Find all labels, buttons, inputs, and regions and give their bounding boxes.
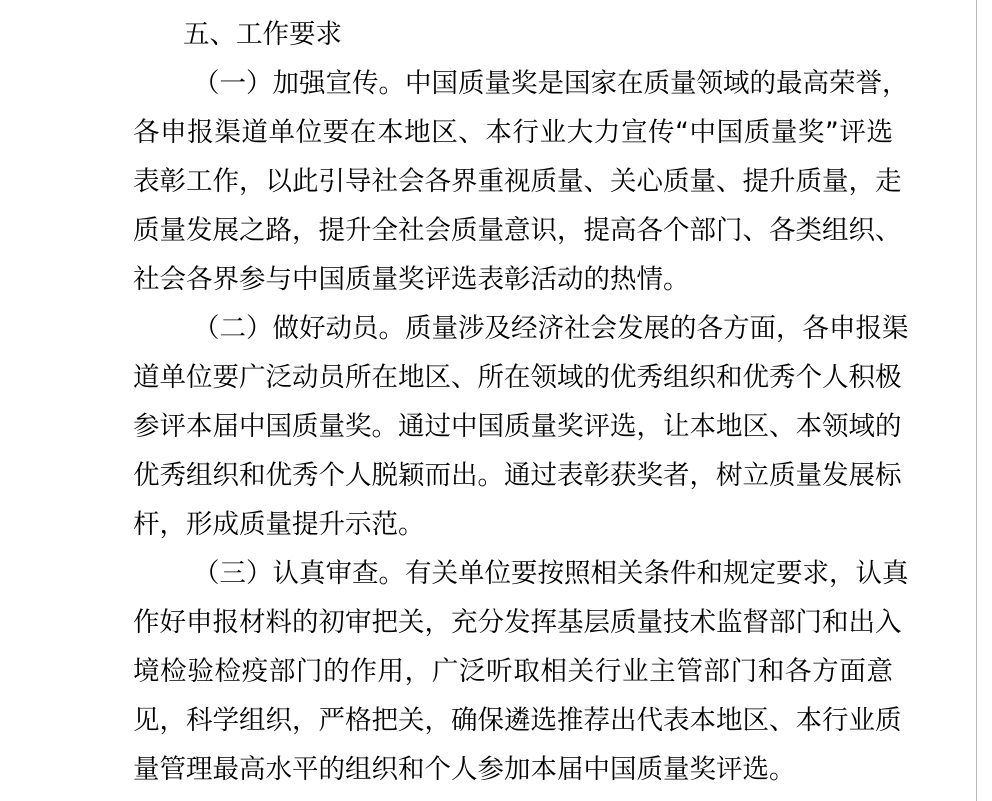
- paragraph-3-line-3: 境检验检疫部门的作用，广泛听取相关行业主管部门和各方面意: [133, 656, 893, 687]
- page-edge-divider: [976, 0, 977, 801]
- paragraph-3-line-5: 量管理最高水平的组织和个人参加本届中国质量奖评选。: [133, 754, 796, 785]
- paragraph-3-line-2: 作好申报材料的初审把关，充分发挥基层质量技术监督部门和出入: [133, 607, 902, 638]
- paragraph-2-line-3: 参评本届中国质量奖。通过中国质量奖评选，让本地区、本领域的: [133, 411, 902, 442]
- paragraph-1-line-3: 表彰工作，以此引导社会各界重视质量、关心质量、提升质量，走: [133, 166, 902, 197]
- paragraph-1-line-5: 社会各界参与中国质量奖评选表彰活动的热情。: [133, 264, 690, 295]
- paragraph-3-line-1: （三）认真审查。有关单位要按照相关条件和规定要求，认真: [193, 558, 909, 589]
- paragraph-2-line-1: （二）做好动员。质量涉及经济社会发展的各方面，各申报渠: [193, 313, 909, 344]
- paragraph-2-line-4: 优秀组织和优秀个人脱颖而出。通过表彰获奖者，树立质量发展标: [133, 460, 902, 491]
- document-body: [133, 10, 909, 794]
- section-heading: 五、工作要求: [183, 19, 342, 50]
- paragraph-2-line-5: 杆，形成质量提升示范。: [133, 509, 425, 540]
- paragraph-1-line-1: （一）加强宣传。中国质量奖是国家在质量领域的最高荣誉，: [193, 68, 909, 99]
- paragraph-2-line-2: 道单位要广泛动员所在地区、所在领域的优秀组织和优秀个人积极: [133, 362, 902, 393]
- paragraph-1-line-2: 各申报渠道单位要在本地区、本行业大力宣传“中国质量奖”评选: [133, 117, 893, 148]
- paragraph-3-line-4: 见，科学组织，严格把关，确保遴选推荐出代表本地区、本行业质: [133, 705, 902, 736]
- page-right-edge: [976, 0, 992, 801]
- paragraph-1-line-4: 质量发展之路，提升全社会质量意识，提高各个部门、各类组织、: [133, 215, 902, 246]
